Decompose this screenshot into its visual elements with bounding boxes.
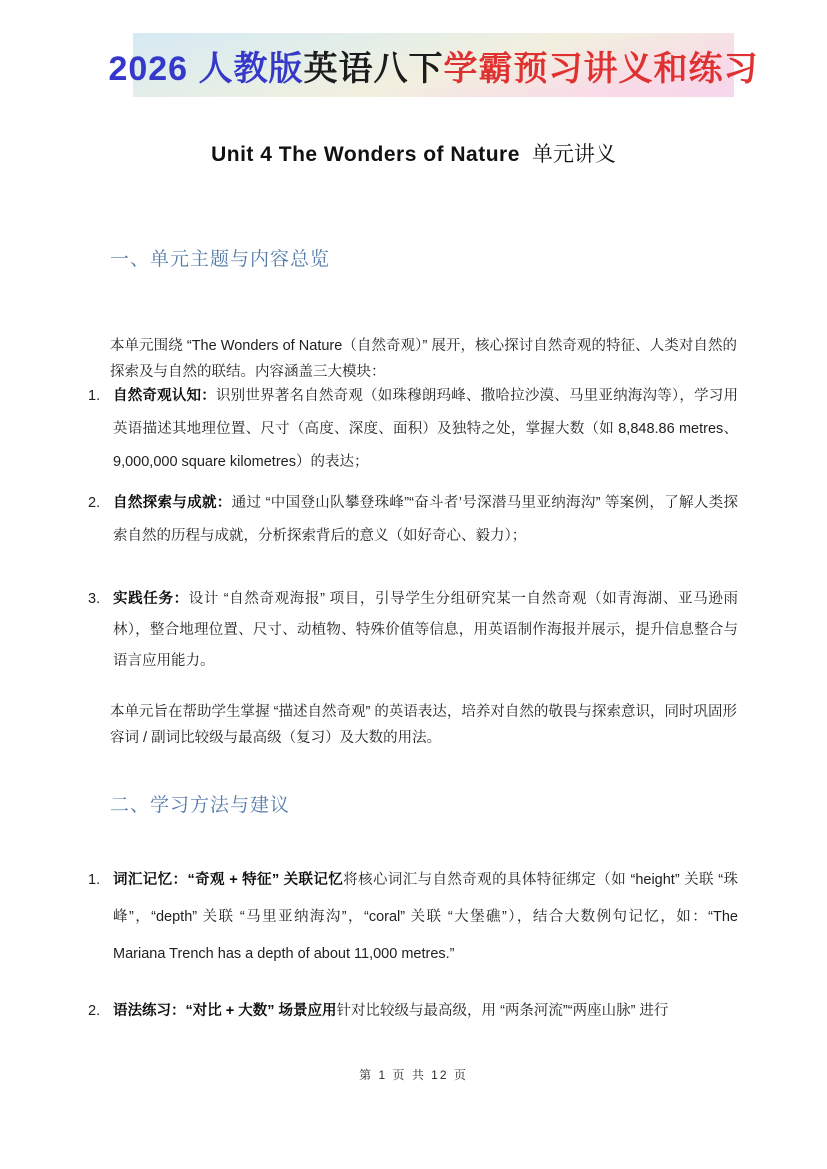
document-title-english: Unit 4 The Wonders of Nature: [211, 143, 520, 166]
list-item-number: 2.: [88, 1003, 101, 1019]
header-banner: [108, 33, 759, 97]
list-item-body: 针对比较级与最高级，用 “两条河流”“两座山脉” 进行: [336, 1003, 669, 1019]
section1-summary-paragraph: 本单元旨在帮助学生掌握 “描述自然奇观” 的英语表达，培养对自然的敬畏与探索意识，同时巩固形容词 / 副词比较级与最高级（复习）及大数的用法。: [110, 703, 737, 746]
list-item-body: 将核心词汇与自然奇观的具体特征绑定（如 “height” 关联 “珠峰”，“depth” 关联 “马里亚纳海沟”，“coral” 关联 “大堡礁”），结合大数例句记忆，如：“The Mariana Trench has a depth of about 11,000 metres.”: [113, 872, 739, 962]
list-item: [88, 380, 738, 479]
list-item-term: 自然奇观认知：: [113, 388, 216, 404]
list-item-text: [113, 380, 738, 479]
banner-year-edition: 2026 人教版: [108, 49, 304, 88]
document-title-chinese: 单元讲义: [531, 142, 616, 166]
list-item: [88, 487, 738, 553]
section1-heading: 一、单元主题与内容总览: [110, 249, 331, 270]
list-item-text: [113, 584, 738, 677]
banner-series-name: 学霸预习讲义和练习: [443, 49, 759, 88]
list-item-number: 3.: [88, 591, 101, 607]
list-item-number: 1.: [88, 872, 101, 888]
banner-subject: 英语八下: [303, 49, 444, 88]
list-item-number: 2.: [88, 495, 101, 511]
list-item-body: 通过 “中国登山队攀登珠峰”“奋斗者’号深潜马里亚纳海沟” 等案例，了解人类探索自然的历程与成就，分析探索背后的意义（如好奇心、毅力）；: [113, 495, 739, 544]
section1-intro-paragraph: 本单元围绕 “The Wonders of Nature（自然奇观）” 展开，核心探讨自然奇观的特征、人类对自然的探索及与自然的联结。内容涵盖三大模块：: [110, 337, 737, 380]
list-item-term: 语法练习：“对比 + 大数” 场景应用: [113, 1003, 337, 1019]
list-item-text: [113, 862, 738, 973]
page-footer: 第 1 页 共 12 页: [359, 1068, 468, 1082]
list-item: [88, 862, 738, 973]
list-item-body: 识别世界著名自然奇观（如珠穆朗玛峰、撒哈拉沙漠、马里亚纳海沟等），学习用英语描述其地理位置、尺寸（高度、深度、面积）及独特之处，掌握大数（如 8,848.86 metres、9,000,000 square kilometres）的表达；: [113, 388, 739, 470]
list-item: [88, 993, 738, 1030]
list-item: [88, 584, 738, 677]
list-item-text: [113, 487, 738, 553]
list-item-term: 词汇记忆：“奇观 + 特征” 关联记忆: [113, 872, 344, 888]
list-item-text: [113, 993, 738, 1030]
document-title: [0, 138, 827, 168]
list-item-body: 设计 “自然奇观海报” 项目，引导学生分组研究某一自然奇观（如青海湖、亚马逊雨林），整合地理位置、尺寸、动植物、特殊价值等信息，用英语制作海报并展示，提升信息整合与语言应用能力。: [113, 591, 738, 669]
list-item-number: 1.: [88, 388, 101, 404]
list-item-term: 自然探索与成就：: [113, 495, 232, 511]
section2-heading: 二、学习方法与建议: [110, 795, 291, 816]
list-item-term: 实践任务：: [113, 591, 189, 607]
